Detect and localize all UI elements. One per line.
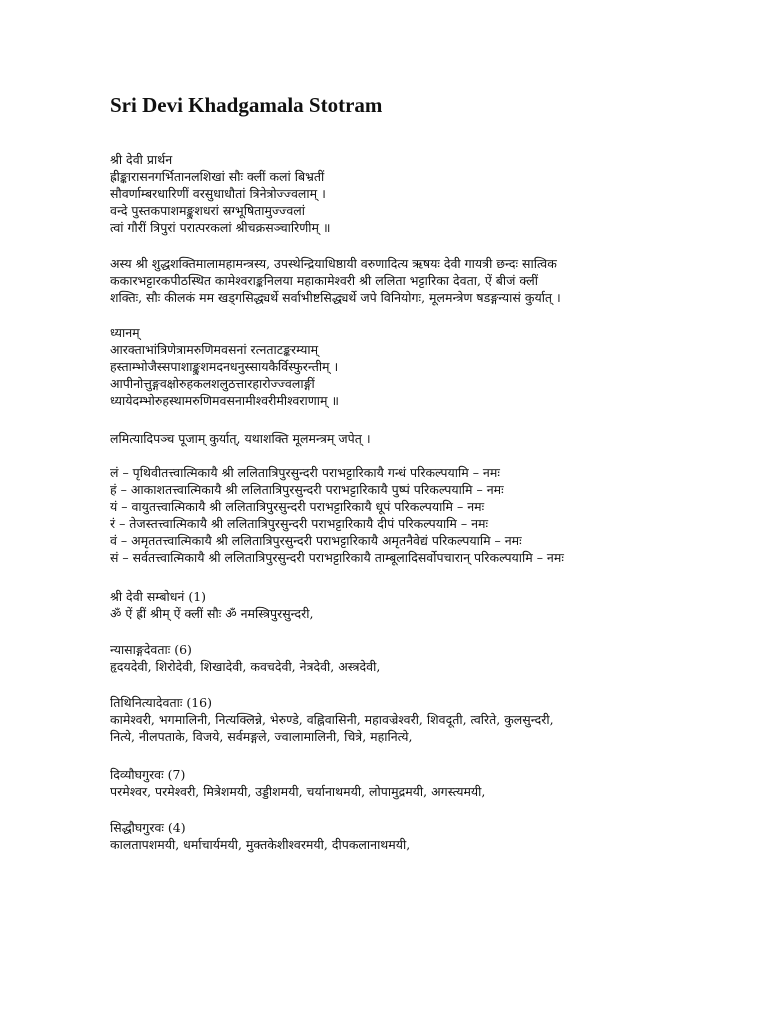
prarthana-line: ह्रीङ्कारासनगर्भितानलशिखां सौः क्लीं कलां बिभ्रतीं — [110, 169, 325, 184]
dhyanam-line: ध्यायेदम्भोरुहस्थामरुणिमवसनामीश्वरीमीश्वराणाम् ॥ — [110, 393, 339, 408]
tithinitya-heading: तिथिनित्यादेवताः (16) — [110, 695, 212, 710]
upachara-line: सं – सर्वतत्त्वात्मिकायै श्री ललितात्रिपुरसुन्दरी पराभट्टारिकायै ताम्बूलादिसर्वोपचारान् परिकल्पयामि – नमः — [110, 550, 564, 565]
prarthana-line: वन्दे पुस्तकपाशमङ्कुशधरां स्रग्भूषितामुज्ज्वलां — [110, 203, 305, 218]
dhyanam-section — [110, 324, 755, 409]
dhyanam-line: आपीनोत्तुङ्गवक्षोरुहकलशलुठत्तारहारोज्ज्वलाङ्गीं — [110, 376, 315, 391]
prarthana-line: त्वां गौरीं त्रिपुरां परात्परकलां श्रीचक्रसञ्चारिणीम् ॥ — [110, 220, 331, 235]
divyaugha-section — [110, 766, 755, 800]
siddhaugha-section — [110, 819, 755, 853]
prarthana-section — [110, 151, 755, 236]
tithinitya-section — [110, 694, 755, 745]
sambodhanam-section — [110, 588, 755, 622]
dhyanam-line: आरक्ताभांत्रिणेत्रामरुणिमवसनां रत्नताटङ्करम्याम् — [110, 342, 319, 357]
tithinitya-line: कामेश्वरी, भगमालिनी, नित्यक्लिन्ने, भेरुण्डे, वह्निवासिनी, महावज्रेश्वरी, शिवदूती, त्वरिते, कुलसुन्दरी, — [110, 712, 554, 727]
panchopachara-section — [110, 464, 755, 566]
sambodhanam-line: ॐ ऐं ह्रीं श्रीम् ऐं क्लीं सौः ॐ नमस्त्रिपुरसुन्दरी, — [110, 606, 314, 621]
viniyoga-section — [110, 255, 755, 306]
prarthana-line: सौवर्णाम्बरधारिणीं वरसुधाधौतां त्रिनेत्रोज्ज्वलाम् । — [110, 186, 326, 201]
dhyanam-line: हस्ताम्भोजैस्सपाशाङ्कुशमदनधनुस्सायकैर्विस्फुरन्तीम् । — [110, 359, 339, 374]
nyasanga-line: हृदयदेवी, शिरोदेवी, शिखादेवी, कवचदेवी, नेत्रदेवी, अस्त्रदेवी, — [110, 659, 381, 674]
tithinitya-line: नित्ये, नीलपताके, विजये, सर्वमङ्गले, ज्वालामालिनी, चित्रे, महानित्ये, — [110, 729, 413, 744]
upachara-line: लं – पृथिवीतत्त्वात्मिकायै श्री ललितात्रिपुरसुन्दरी पराभट्टारिकायै गन्धं परिकल्पयामि – नमः — [110, 465, 500, 480]
viniyoga-line: शक्तिः, सौः कीलकं मम खड्गसिद्ध्यर्थे सर्वाभीष्टसिद्ध्यर्थे जपे विनियोगः, मूलमन्त्रेण षडङ्गन्यासं कुर्यात् । — [110, 290, 561, 305]
siddhaugha-heading: सिद्धौघगुरवः (4) — [110, 820, 186, 835]
siddhaugha-line: कालतापशमयी, धर्माचार्यमयी, मुक्तकेशीश्वरमयी, दीपकलानाथमयी, — [110, 837, 411, 852]
viniyoga-line: अस्य श्री शुद्धशक्तिमालामहामन्त्रस्य, उपस्थेन्द्रियाधिष्ठायी वरुणादित्य ऋषयः देवी गायत्री छन्दः सात्विक — [110, 256, 557, 271]
puja-instruction — [110, 430, 755, 447]
prarthana-heading: श्री देवी प्रार्थन — [110, 152, 173, 167]
upachara-line: वं – अमृततत्त्वात्मिकायै श्री ललितात्रिपुरसुन्दरी पराभट्टारिकायै अमृतनैवेद्यं परिकल्पयामि – नमः — [110, 533, 522, 548]
dhyanam-heading: ध्यानम् — [110, 325, 140, 340]
nyasanga-section — [110, 641, 755, 675]
upachara-line: रं – तेजस्तत्त्वात्मिकायै श्री ललितात्रिपुरसुन्दरी पराभट्टारिकायै दीपं परिकल्पयामि – नमः — [110, 516, 489, 531]
puja-line: लमित्यादिपञ्च पूजाम् कुर्यात्, यथाशक्ति मूलमन्त्रम् जपेत् । — [110, 431, 371, 446]
divyaugha-heading: दिव्यौघगुरवः (7) — [110, 767, 186, 782]
viniyoga-line: ककारभट्टारकपीठस्थित कामेश्वराङ्कनिलया महाकामेश्वरी श्री ललिता भट्टारिका देवता, ऐं बीजं क्लीं — [110, 273, 538, 288]
nyasanga-heading: न्यासाङ्गदेवताः (6) — [110, 642, 192, 657]
divyaugha-line: परमेश्वर, परमेश्वरी, मित्रेशमयी, उड्डीशमयी, चर्यानाथमयी, लोपामुद्रमयी, अगस्त्यमयी, — [110, 784, 486, 799]
upachara-line: हं – आकाशतत्त्वात्मिकायै श्री ललितात्रिपुरसुन्दरी पराभट्टारिकायै पुष्पं परिकल्पयामि – नमः — [110, 482, 504, 497]
document-title: Sri Devi Khadgamala Stotram — [110, 93, 383, 117]
sambodhanam-heading: श्री देवी सम्बोधनं (1) — [110, 589, 207, 604]
upachara-line: यं – वायुतत्त्वात्मिकायै श्री ललितात्रिपुरसुन्दरी पराभट्टारिकायै धूपं परिकल्पयामि – नमः — [110, 499, 485, 514]
